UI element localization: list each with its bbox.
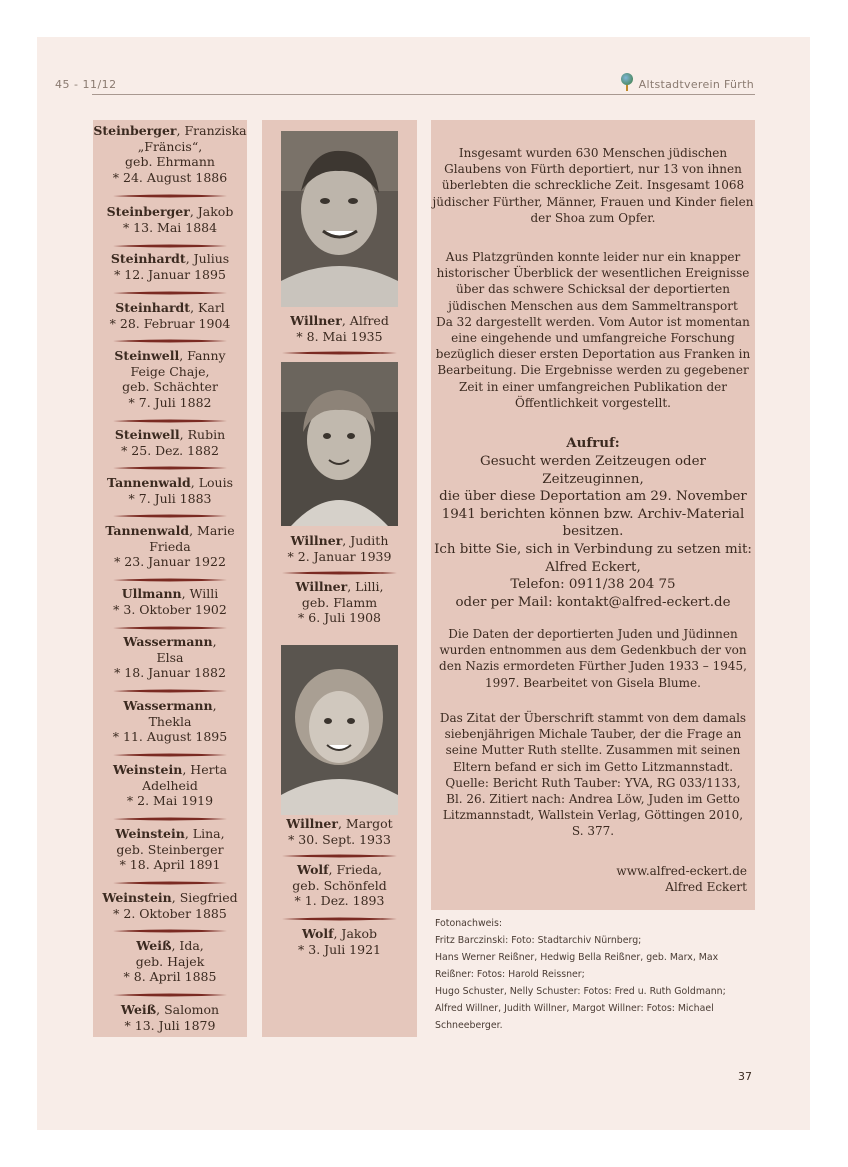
- person-detail: [262, 893, 417, 909]
- detail-text: * 3. Oktober 1902: [113, 601, 227, 617]
- person-name: [93, 475, 247, 491]
- detail-text: , Ida,: [171, 938, 204, 953]
- detail-text: „Fräncis“,: [137, 138, 203, 154]
- article-box: [431, 120, 755, 910]
- detail-text: ,: [212, 634, 217, 649]
- divider-flourish: [282, 572, 397, 575]
- divider-flourish: [282, 352, 397, 355]
- surname: Steinwell: [114, 427, 180, 442]
- detail-text: geb. Schächter: [122, 379, 218, 395]
- ornament-divider: [93, 993, 247, 997]
- ornament-divider: [93, 753, 247, 757]
- detail-text: geb. Flamm: [301, 594, 378, 610]
- surname: Wassermann: [123, 634, 213, 649]
- divider-flourish: [113, 340, 227, 343]
- detail-text: , Alfred: [341, 313, 389, 328]
- detail-text: geb. Schönfeld: [292, 877, 387, 893]
- person-detail: [262, 549, 417, 565]
- divider-flourish: [282, 855, 397, 858]
- entry: [262, 862, 417, 909]
- detail-text: * 13. Mai 1884: [122, 219, 218, 235]
- detail-text: Adelheid: [142, 777, 198, 793]
- name-list-column-1: [93, 120, 247, 1037]
- entry: [93, 204, 247, 235]
- detail-text: , Julius: [185, 251, 230, 266]
- divider-flourish: [113, 754, 227, 757]
- portrait-photo-margot: [281, 645, 398, 815]
- person-detail: [262, 942, 417, 958]
- person-detail: [93, 714, 247, 730]
- text-line: Eltern befand er sich im Getto Litzmannstadt.: [452, 759, 734, 774]
- issue-number: 45 - 11/12: [55, 78, 117, 91]
- text-line: jüdischen Menschen aus dem Sammeltransport: [448, 298, 738, 313]
- surname: Willner: [290, 313, 342, 328]
- text-line: Das Zitat der Überschrift stammt von dem damals: [439, 711, 747, 725]
- entry: [93, 762, 247, 809]
- detail-text: * 7. Juli 1883: [128, 490, 212, 506]
- text-line: Telefon: 0911/38 204 75: [510, 577, 676, 593]
- detail-text: * 8. Mai 1935: [296, 328, 383, 344]
- entry: [262, 816, 417, 847]
- person-name: [93, 1002, 247, 1018]
- divider-flourish: [282, 918, 397, 921]
- surname: Weiß: [120, 1002, 157, 1017]
- surname: Weiß: [136, 938, 172, 953]
- detail-text: , Lilli,: [347, 579, 384, 594]
- person-name: [93, 204, 247, 220]
- surname: Wolf: [302, 926, 334, 941]
- text-line: oder per Mail: kontakt@alfred-eckert.de: [455, 594, 731, 610]
- text-line: Zeit in einer umfangreichen Publikation der: [458, 379, 728, 394]
- ornament-divider: [93, 194, 247, 198]
- text-line: Hans Werner Reißner, Hedwig Bella Reißner, geb. Marx, Max: [435, 952, 719, 963]
- person-detail: [262, 595, 417, 611]
- ornament-divider: [262, 854, 417, 858]
- detail-text: * 30. Sept. 1933: [288, 831, 391, 847]
- person-detail: [93, 602, 247, 618]
- text-line: Litzmannstadt, Wallstein Verlag, Göttingen 2010,: [442, 808, 744, 823]
- surname: Wolf: [297, 862, 329, 877]
- detail-text: , Karl: [190, 300, 225, 315]
- person-detail: [93, 857, 247, 873]
- person-detail: [93, 793, 247, 809]
- detail-text: , Salomon: [156, 1002, 220, 1017]
- detail-text: geb. Ehrmann: [125, 154, 215, 170]
- person-detail: [93, 267, 247, 283]
- publisher-name: Altstadtverein Fürth: [638, 78, 754, 91]
- divider-flourish: [113, 420, 227, 423]
- surname: Tannenwald: [105, 523, 190, 538]
- person-detail: [93, 220, 247, 236]
- paragraph-quote: [431, 710, 755, 840]
- detail-text: * 23. Januar 1922: [114, 554, 226, 570]
- ornament-divider: [93, 689, 247, 693]
- detail-text: , Fanny: [179, 348, 226, 363]
- person-name: [93, 523, 247, 539]
- person-detail: [93, 906, 247, 922]
- text-line: die über diese Deportation am 29. November: [439, 489, 747, 505]
- person-detail: [93, 443, 247, 459]
- divider-flourish: [113, 195, 227, 198]
- detail-text: geb. Hajek: [135, 953, 205, 969]
- text-line: jüdischer Fürther, Männer, Frauen und Kinder fielen: [432, 194, 754, 209]
- surname: Steinberger: [106, 204, 190, 219]
- person-detail: [93, 1018, 247, 1034]
- person-detail: [93, 539, 247, 555]
- aufruf-text: [431, 453, 755, 611]
- text-line: Hugo Schuster, Nelly Schuster: Fotos: Fred u. Ruth Goldmann;: [435, 986, 726, 997]
- detail-text: , Franziska: [176, 123, 247, 138]
- text-line: wurden entnommen aus dem Gedenkbuch der von: [439, 643, 747, 658]
- entry: [93, 938, 247, 985]
- divider-flourish: [113, 467, 227, 470]
- surname: Tannenwald: [106, 475, 191, 490]
- detail-text: , Jakob: [333, 926, 377, 941]
- text-line: Gesucht werden Zeitzeugen oder Zeitzeuginnen,: [480, 454, 706, 487]
- text-line: eine eingehende und umfangreiche Forschung: [451, 331, 735, 346]
- person-name: [262, 533, 417, 549]
- surname: Weinstein: [115, 826, 185, 841]
- person-name: [93, 938, 247, 954]
- person-name: [93, 586, 247, 602]
- person-detail: [93, 170, 247, 186]
- ornament-divider: [93, 881, 247, 885]
- person-name: [262, 313, 417, 329]
- ornament-divider: [262, 351, 417, 355]
- person-name: [93, 826, 247, 842]
- text-line: Insgesamt wurden 630 Menschen jüdischen: [458, 146, 728, 160]
- surname: Steinberger: [93, 123, 177, 138]
- detail-text: , Louis: [190, 475, 234, 490]
- person-detail: [93, 954, 247, 970]
- detail-text: * 11. August 1895: [112, 729, 228, 745]
- text-line: überlebten die schreckliche Zeit. Insgesamt 1068: [441, 178, 745, 193]
- text-line: Da 32 dargestellt werden. Vom Autor ist momentan: [436, 314, 750, 329]
- photo-column: [262, 120, 417, 1037]
- paragraph-overview: [431, 249, 755, 411]
- person-name: [93, 300, 247, 316]
- detail-text: * 13. Juli 1879: [124, 1017, 216, 1033]
- detail-text: * 2. Oktober 1885: [113, 905, 227, 921]
- person-name: [93, 348, 247, 364]
- divider-flourish: [113, 818, 227, 821]
- person-detail: [93, 842, 247, 858]
- detail-text: * 24. August 1886: [112, 170, 228, 186]
- person-detail: [93, 395, 247, 411]
- text-line: Bearbeitung. Die Ergebnisse werden zu gegebener: [437, 363, 749, 378]
- text-line: Fritz Barczinski: Foto: Stadtarchiv Nürnberg;: [435, 935, 642, 946]
- text-line: 1997. Bearbeitet von Gisela Blume.: [485, 675, 701, 690]
- detail-text: , Judith: [342, 533, 389, 548]
- detail-text: Feige Chaje,: [130, 363, 210, 379]
- person-detail: [93, 665, 247, 681]
- text-line: Bl. 26. Zitiert nach: Andrea Löw, Juden im Getto: [446, 792, 740, 807]
- surname: Weinstein: [102, 890, 172, 905]
- entry: [93, 698, 247, 745]
- detail-text: * 28. Februar 1904: [109, 315, 231, 331]
- entry: [93, 826, 247, 873]
- detail-text: , Jakob: [189, 204, 234, 219]
- person-detail: [93, 650, 247, 666]
- text-line: bezüglich dieser ersten Deportation aus Franken in: [435, 347, 751, 362]
- author-website: www.alfred-eckert.de: [616, 864, 747, 878]
- text-line: Alfred Willner, Judith Willner, Margot Willner: Fotos: Michael: [435, 1003, 714, 1014]
- divider-flourish: [113, 579, 227, 582]
- person-name: [93, 427, 247, 443]
- detail-text: * 1. Dez. 1893: [294, 893, 385, 909]
- paragraph-intro: [431, 145, 755, 226]
- page-number: 37: [738, 1070, 752, 1083]
- portrait-photo-alfred: [281, 131, 398, 307]
- portrait-photo-judith: [281, 362, 398, 526]
- divider-flourish: [113, 930, 227, 933]
- surname: Wassermann: [123, 698, 213, 713]
- divider-flourish: [113, 515, 227, 518]
- detail-text: * 3. Juli 1921: [298, 941, 381, 957]
- person-detail: [93, 154, 247, 170]
- header-rule: [92, 94, 755, 95]
- ornament-divider: [93, 578, 247, 582]
- surname: Weinstein: [112, 762, 183, 777]
- ornament-divider: [93, 514, 247, 518]
- text-line: Aus Platzgründen konnte leider nur ein knapper: [445, 250, 741, 264]
- paragraph-sources: [431, 626, 755, 691]
- text-line: Reißner: Fotos: Harold Reissner;: [435, 969, 585, 980]
- surname: Steinhardt: [115, 300, 191, 315]
- surname: Willner: [290, 533, 343, 548]
- surname: Steinwell: [114, 348, 180, 363]
- person-detail: [93, 364, 247, 380]
- detail-text: ,: [212, 698, 217, 713]
- text-line: den Nazis ermordeten Fürther Juden 1933 – 1945,: [439, 659, 747, 674]
- person-detail: [93, 778, 247, 794]
- detail-text: , Rubin: [179, 427, 226, 442]
- text-line: S. 377.: [571, 824, 615, 839]
- detail-text: geb. Steinberger: [116, 841, 224, 857]
- ornament-divider: [93, 339, 247, 343]
- text-line: Öffentlichkeit vorgestellt.: [515, 395, 671, 410]
- surname: Ullmann: [121, 586, 182, 601]
- text-line: Die Daten der deportierten Juden und Jüdinnen: [448, 627, 738, 641]
- detail-text: * 8. April 1885: [123, 969, 217, 985]
- divider-flourish: [113, 690, 227, 693]
- text-line: seine Mutter Ruth stellte. Zusammen mit seinen: [445, 743, 741, 758]
- ornament-divider: [93, 291, 247, 295]
- entry: [93, 475, 247, 506]
- divider-flourish: [113, 994, 227, 997]
- text-line: Fotonachweis:: [435, 918, 503, 929]
- detail-text: * 2. Mai 1919: [126, 793, 214, 809]
- entry: [93, 634, 247, 681]
- person-detail: [93, 139, 247, 155]
- person-name: [93, 890, 247, 906]
- ornament-divider: [93, 817, 247, 821]
- detail-text: Elsa: [156, 649, 184, 665]
- text-line: Glaubens von Fürth deportiert, nur 13 von ihnen: [444, 162, 742, 177]
- text-line: Schneeberger.: [435, 1020, 503, 1031]
- person-name: [262, 579, 417, 595]
- detail-text: * 6. Juli 1908: [298, 610, 381, 626]
- photo-credits: [435, 915, 755, 1034]
- tree-logo-icon: [621, 73, 633, 85]
- person-name: [93, 698, 247, 714]
- text-line: der Shoa zum Opfer.: [530, 210, 656, 225]
- person-name: [262, 862, 417, 878]
- ornament-divider: [93, 466, 247, 470]
- detail-text: , Herta: [182, 762, 228, 777]
- text-line: Quelle: Bericht Ruth Tauber: YVA, RG 033/1133,: [445, 775, 741, 790]
- detail-text: , Frieda,: [328, 862, 382, 877]
- surname: Willner: [295, 579, 348, 594]
- detail-text: , Willi: [181, 586, 219, 601]
- divider-flourish: [113, 882, 227, 885]
- entry: [93, 523, 247, 570]
- detail-text: * 25. Dez. 1882: [121, 442, 219, 458]
- entry: [93, 123, 247, 186]
- person-name: [93, 634, 247, 650]
- person-detail: [93, 729, 247, 745]
- entry: [93, 427, 247, 458]
- text-line: 1941 berichten können bzw. Archiv-Material: [441, 506, 745, 522]
- person-detail: [262, 878, 417, 894]
- person-detail: [93, 969, 247, 985]
- divider-flourish: [113, 292, 227, 295]
- entry: [262, 533, 417, 564]
- text-line: Alfred Eckert,: [545, 559, 641, 575]
- person-name: [93, 123, 247, 139]
- person-name: [262, 816, 417, 832]
- entry: [93, 300, 247, 331]
- ornament-divider: [93, 419, 247, 423]
- entry: [262, 313, 417, 344]
- person-name: [93, 251, 247, 267]
- person-detail: [93, 491, 247, 507]
- author-name: Alfred Eckert: [665, 880, 747, 894]
- entry: [262, 579, 417, 626]
- ornament-divider: [262, 571, 417, 575]
- detail-text: , Siegfried: [171, 890, 238, 905]
- detail-text: Thekla: [148, 713, 192, 729]
- detail-text: , Lina,: [184, 826, 225, 841]
- ornament-divider: [93, 244, 247, 248]
- person-detail: [93, 554, 247, 570]
- ornament-divider: [93, 929, 247, 933]
- person-detail: [93, 379, 247, 395]
- text-line: Ich bitte Sie, sich in Verbindung zu setzen mit:: [434, 541, 752, 557]
- text-line: besitzen.: [562, 524, 624, 540]
- divider-flourish: [113, 245, 227, 248]
- entry: [93, 1002, 247, 1033]
- text-line: über das schwere Schicksal der deportierten: [456, 282, 730, 297]
- entry: [93, 348, 247, 411]
- text-line: siebenjährigen Michale Tauber, der die Frage an: [444, 727, 742, 742]
- detail-text: , Marie: [189, 523, 235, 538]
- detail-text: * 7. Juli 1882: [128, 395, 212, 411]
- ornament-divider: [262, 917, 417, 921]
- entry: [93, 890, 247, 921]
- detail-text: , Margot: [337, 816, 393, 831]
- detail-text: * 12. Januar 1895: [114, 266, 226, 282]
- tree-logo-stem: [626, 85, 628, 91]
- text-line: historischer Überblick der wesentlichen Ereignisse: [436, 266, 750, 281]
- person-detail: [262, 832, 417, 848]
- person-detail: [262, 329, 417, 345]
- divider-flourish: [113, 627, 227, 630]
- person-name: [262, 926, 417, 942]
- aufruf-heading: Aufruf:: [566, 435, 620, 451]
- detail-text: * 18. April 1891: [119, 857, 221, 873]
- entry: [93, 586, 247, 617]
- entry: [93, 251, 247, 282]
- detail-text: * 18. Januar 1882: [114, 665, 226, 681]
- entry: [262, 926, 417, 957]
- detail-text: * 2. Januar 1939: [287, 548, 392, 564]
- person-name: [93, 762, 247, 778]
- surname: Steinhardt: [110, 251, 186, 266]
- ornament-divider: [93, 626, 247, 630]
- surname: Willner: [286, 816, 338, 831]
- person-detail: [262, 610, 417, 626]
- person-detail: [93, 316, 247, 332]
- detail-text: Frieda: [149, 538, 191, 554]
